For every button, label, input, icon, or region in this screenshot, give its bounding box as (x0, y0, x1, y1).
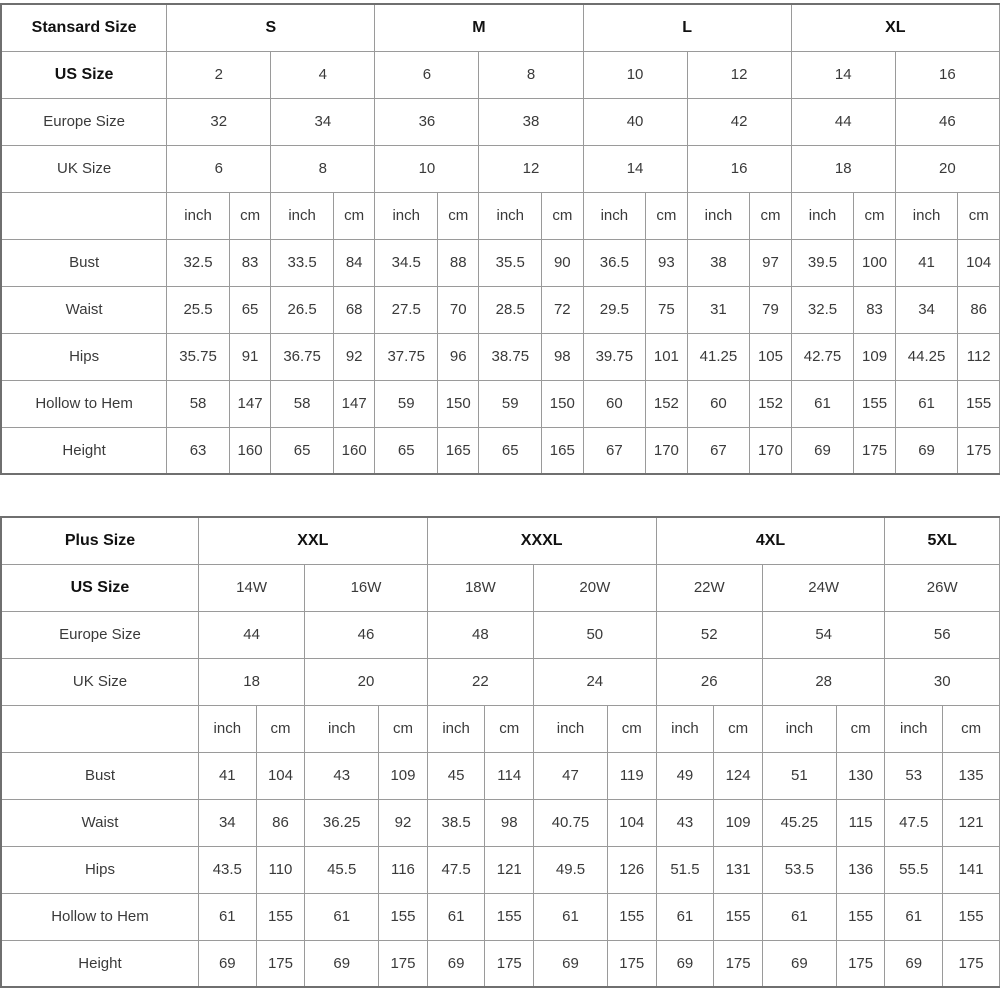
unit-label-cm: cm (607, 705, 656, 752)
us-size-value: 4 (271, 51, 375, 98)
measurement-value: 36.5 (583, 239, 646, 286)
measurement-value: 155 (714, 893, 763, 940)
measurement-value: 69 (656, 940, 714, 987)
europe-size-value: 32 (167, 98, 271, 145)
measurement-value: 41 (895, 239, 958, 286)
measurement-value: 45.25 (762, 799, 836, 846)
measurement-value: 32.5 (167, 239, 230, 286)
size-label: XXL (198, 517, 427, 564)
measurement-value: 175 (854, 427, 895, 474)
size-label: L (583, 4, 791, 51)
measurement-value: 93 (646, 239, 687, 286)
measurement-value: 155 (256, 893, 305, 940)
measurement-value: 37.75 (375, 333, 438, 380)
measurement-value: 83 (229, 239, 270, 286)
unit-label-cm: cm (646, 192, 687, 239)
measurement-row (1, 286, 1000, 333)
measurement-value: 104 (958, 239, 1000, 286)
measurement-value: 58 (271, 380, 334, 427)
us-size-value: 24W (762, 564, 885, 611)
measurement-value: 36.25 (305, 799, 379, 846)
measurement-value: 75 (646, 286, 687, 333)
measurement-value: 58 (167, 380, 230, 427)
unit-row (1, 705, 1000, 752)
measurement-value: 124 (714, 752, 763, 799)
measurement-value: 40.75 (534, 799, 608, 846)
measurement-value: 69 (885, 940, 943, 987)
us-size-value: 22W (656, 564, 762, 611)
measurement-row (1, 427, 1000, 474)
measurement-value: 61 (656, 893, 714, 940)
measurement-value: 61 (534, 893, 608, 940)
measurement-value: 25.5 (167, 286, 230, 333)
measurement-value: 61 (791, 380, 854, 427)
us-size-value: 12 (687, 51, 791, 98)
us-size-value: 16 (895, 51, 999, 98)
unit-label-inch: inch (687, 192, 750, 239)
measurement-label: Waist (1, 286, 167, 333)
measurement-value: 175 (714, 940, 763, 987)
europe-size-value: 42 (687, 98, 791, 145)
measurement-value: 98 (485, 799, 534, 846)
measurement-label: Hips (1, 333, 167, 380)
size-label: XL (791, 4, 999, 51)
measurement-value: 31 (687, 286, 750, 333)
measurement-value: 92 (379, 799, 428, 846)
unit-label-inch: inch (534, 705, 608, 752)
unit-label-inch: inch (198, 705, 256, 752)
measurement-value: 175 (836, 940, 885, 987)
measurement-value: 26.5 (271, 286, 334, 333)
size-label: 5XL (885, 517, 1000, 564)
measurement-value: 32.5 (791, 286, 854, 333)
uk-size-value: 6 (167, 145, 271, 192)
measurement-row (1, 752, 1000, 799)
measurement-value: 29.5 (583, 286, 646, 333)
measurement-value: 61 (198, 893, 256, 940)
measurement-value: 41.25 (687, 333, 750, 380)
size-label: 4XL (656, 517, 885, 564)
uk-size-value: 18 (791, 145, 895, 192)
measurement-value: 53 (885, 752, 943, 799)
measurement-value: 59 (375, 380, 438, 427)
measurement-value: 175 (485, 940, 534, 987)
unit-label-cm: cm (333, 192, 374, 239)
uk-size-value: 22 (427, 658, 533, 705)
measurement-value: 175 (943, 940, 1000, 987)
measurement-value: 27.5 (375, 286, 438, 333)
measurement-value: 155 (854, 380, 895, 427)
unit-label-cm: cm (379, 705, 428, 752)
measurement-value: 38.75 (479, 333, 542, 380)
europe-size-value: 44 (198, 611, 304, 658)
measurement-value: 175 (607, 940, 656, 987)
measurement-value: 141 (943, 846, 1000, 893)
unit-label-inch: inch (479, 192, 542, 239)
measurement-value: 112 (958, 333, 1000, 380)
measurement-value: 68 (333, 286, 374, 333)
us-size-value: 16W (305, 564, 428, 611)
measurement-value: 86 (256, 799, 305, 846)
measurement-value: 51 (762, 752, 836, 799)
unit-label-inch: inch (791, 192, 854, 239)
measurement-value: 43 (305, 752, 379, 799)
us-size-value: 18W (427, 564, 533, 611)
europe-size-label: Europe Size (1, 611, 198, 658)
measurement-value: 175 (256, 940, 305, 987)
uk-size-value: 28 (762, 658, 885, 705)
measurement-row (1, 940, 1000, 987)
measurement-value: 69 (198, 940, 256, 987)
measurement-value: 47 (534, 752, 608, 799)
europe-size-value: 46 (895, 98, 999, 145)
measurement-value: 72 (542, 286, 583, 333)
unit-label-cm: cm (229, 192, 270, 239)
measurement-value: 34 (895, 286, 958, 333)
measurement-value: 61 (427, 893, 485, 940)
measurement-value: 152 (750, 380, 791, 427)
measurement-value: 121 (485, 846, 534, 893)
measurement-value: 65 (375, 427, 438, 474)
measurement-value: 60 (687, 380, 750, 427)
unit-row-blank (1, 192, 167, 239)
us-size-row (1, 564, 1000, 611)
measurement-value: 84 (333, 239, 374, 286)
measurement-value: 147 (229, 380, 270, 427)
unit-row-blank (1, 705, 198, 752)
europe-size-value: 38 (479, 98, 583, 145)
europe-size-value: 46 (305, 611, 428, 658)
unit-label-cm: cm (750, 192, 791, 239)
measurement-value: 147 (333, 380, 374, 427)
uk-size-value: 12 (479, 145, 583, 192)
measurement-value: 155 (943, 893, 1000, 940)
measurement-value: 105 (750, 333, 791, 380)
measurement-value: 63 (167, 427, 230, 474)
measurement-value: 92 (333, 333, 374, 380)
uk-size-value: 20 (305, 658, 428, 705)
uk-size-value: 10 (375, 145, 479, 192)
uk-size-value: 20 (895, 145, 999, 192)
size-header-label: Plus Size (1, 517, 198, 564)
measurement-label: Height (1, 940, 198, 987)
measurement-value: 165 (438, 427, 479, 474)
size-header-row (1, 517, 1000, 564)
measurement-value: 65 (229, 286, 270, 333)
measurement-value: 69 (305, 940, 379, 987)
measurement-value: 136 (836, 846, 885, 893)
measurement-value: 60 (583, 380, 646, 427)
measurement-value: 61 (885, 893, 943, 940)
measurement-row (1, 893, 1000, 940)
europe-size-row (1, 611, 1000, 658)
measurement-value: 34 (198, 799, 256, 846)
measurement-value: 155 (485, 893, 534, 940)
unit-label-inch: inch (762, 705, 836, 752)
measurement-value: 69 (534, 940, 608, 987)
plus-size-table (0, 516, 1000, 988)
measurement-value: 53.5 (762, 846, 836, 893)
measurement-value: 96 (438, 333, 479, 380)
measurement-value: 110 (256, 846, 305, 893)
us-size-row (1, 51, 1000, 98)
measurement-value: 130 (836, 752, 885, 799)
measurement-value: 155 (958, 380, 1000, 427)
measurement-value: 86 (958, 286, 1000, 333)
measurement-label: Bust (1, 239, 167, 286)
measurement-value: 59 (479, 380, 542, 427)
measurement-value: 152 (646, 380, 687, 427)
measurement-value: 150 (542, 380, 583, 427)
measurement-value: 49.5 (534, 846, 608, 893)
europe-size-value: 54 (762, 611, 885, 658)
measurement-label: Hollow to Hem (1, 893, 198, 940)
measurement-label: Bust (1, 752, 198, 799)
measurement-value: 109 (379, 752, 428, 799)
uk-size-label: UK Size (1, 145, 167, 192)
unit-label-inch: inch (271, 192, 334, 239)
measurement-value: 70 (438, 286, 479, 333)
unit-label-cm: cm (854, 192, 895, 239)
europe-size-label: Europe Size (1, 98, 167, 145)
measurement-value: 104 (607, 799, 656, 846)
size-header-label: Stansard Size (1, 4, 167, 51)
measurement-value: 35.5 (479, 239, 542, 286)
measurement-row (1, 380, 1000, 427)
us-size-value: 14W (198, 564, 304, 611)
measurement-row (1, 846, 1000, 893)
unit-label-cm: cm (714, 705, 763, 752)
us-size-value: 10 (583, 51, 687, 98)
measurement-value: 67 (583, 427, 646, 474)
size-label: M (375, 4, 583, 51)
measurement-value: 170 (750, 427, 791, 474)
us-size-label: US Size (1, 51, 167, 98)
measurement-value: 28.5 (479, 286, 542, 333)
measurement-value: 38 (687, 239, 750, 286)
unit-row (1, 192, 1000, 239)
measurement-value: 69 (895, 427, 958, 474)
europe-size-value: 44 (791, 98, 895, 145)
measurement-value: 61 (762, 893, 836, 940)
unit-label-inch: inch (656, 705, 714, 752)
size-label: S (167, 4, 375, 51)
measurement-label: Waist (1, 799, 198, 846)
measurement-value: 69 (762, 940, 836, 987)
measurement-value: 170 (646, 427, 687, 474)
measurement-label: Hips (1, 846, 198, 893)
measurement-value: 39.5 (791, 239, 854, 286)
standard-size-table (0, 3, 1000, 475)
measurement-value: 160 (229, 427, 270, 474)
measurement-value: 175 (379, 940, 428, 987)
measurement-row (1, 333, 1000, 380)
measurement-value: 51.5 (656, 846, 714, 893)
size-label: XXXL (427, 517, 656, 564)
us-size-value: 20W (534, 564, 657, 611)
europe-size-value: 36 (375, 98, 479, 145)
measurement-value: 44.25 (895, 333, 958, 380)
unit-label-cm: cm (438, 192, 479, 239)
measurement-row (1, 799, 1000, 846)
uk-size-value: 18 (198, 658, 304, 705)
uk-size-value: 24 (534, 658, 657, 705)
measurement-value: 55.5 (885, 846, 943, 893)
measurement-value: 91 (229, 333, 270, 380)
measurement-value: 42.75 (791, 333, 854, 380)
measurement-value: 135 (943, 752, 1000, 799)
uk-size-value: 26 (656, 658, 762, 705)
measurement-value: 45 (427, 752, 485, 799)
measurement-value: 39.75 (583, 333, 646, 380)
measurement-value: 35.75 (167, 333, 230, 380)
europe-size-value: 40 (583, 98, 687, 145)
measurement-value: 160 (333, 427, 374, 474)
measurement-value: 119 (607, 752, 656, 799)
us-size-value: 6 (375, 51, 479, 98)
uk-size-label: UK Size (1, 658, 198, 705)
measurement-value: 115 (836, 799, 885, 846)
uk-size-value: 8 (271, 145, 375, 192)
measurement-value: 155 (379, 893, 428, 940)
us-size-value: 8 (479, 51, 583, 98)
measurement-value: 104 (256, 752, 305, 799)
measurement-value: 114 (485, 752, 534, 799)
measurement-value: 109 (714, 799, 763, 846)
unit-label-cm: cm (485, 705, 534, 752)
measurement-label: Hollow to Hem (1, 380, 167, 427)
europe-size-value: 50 (534, 611, 657, 658)
unit-label-inch: inch (427, 705, 485, 752)
measurement-value: 121 (943, 799, 1000, 846)
measurement-value: 43 (656, 799, 714, 846)
uk-size-row (1, 145, 1000, 192)
unit-label-inch: inch (583, 192, 646, 239)
uk-size-row (1, 658, 1000, 705)
measurement-value: 69 (791, 427, 854, 474)
measurement-value: 116 (379, 846, 428, 893)
measurement-value: 165 (542, 427, 583, 474)
europe-size-row (1, 98, 1000, 145)
uk-size-value: 16 (687, 145, 791, 192)
measurement-value: 109 (854, 333, 895, 380)
measurement-value: 41 (198, 752, 256, 799)
europe-size-value: 34 (271, 98, 375, 145)
measurement-label: Height (1, 427, 167, 474)
europe-size-value: 52 (656, 611, 762, 658)
measurement-value: 61 (895, 380, 958, 427)
size-header-row (1, 4, 1000, 51)
measurement-value: 175 (958, 427, 1000, 474)
measurement-value: 79 (750, 286, 791, 333)
us-size-value: 26W (885, 564, 1000, 611)
measurement-value: 65 (271, 427, 334, 474)
measurement-value: 43.5 (198, 846, 256, 893)
uk-size-value: 30 (885, 658, 1000, 705)
measurement-value: 155 (607, 893, 656, 940)
measurement-value: 100 (854, 239, 895, 286)
measurement-value: 33.5 (271, 239, 334, 286)
us-size-label: US Size (1, 564, 198, 611)
measurement-value: 150 (438, 380, 479, 427)
europe-size-value: 56 (885, 611, 1000, 658)
unit-label-inch: inch (305, 705, 379, 752)
measurement-value: 90 (542, 239, 583, 286)
unit-label-cm: cm (836, 705, 885, 752)
measurement-value: 88 (438, 239, 479, 286)
measurement-value: 47.5 (885, 799, 943, 846)
measurement-row (1, 239, 1000, 286)
measurement-value: 131 (714, 846, 763, 893)
unit-label-cm: cm (943, 705, 1000, 752)
measurement-value: 49 (656, 752, 714, 799)
measurement-value: 69 (427, 940, 485, 987)
uk-size-value: 14 (583, 145, 687, 192)
unit-label-cm: cm (256, 705, 305, 752)
measurement-value: 98 (542, 333, 583, 380)
measurement-value: 155 (836, 893, 885, 940)
measurement-value: 67 (687, 427, 750, 474)
measurement-value: 45.5 (305, 846, 379, 893)
unit-label-inch: inch (895, 192, 958, 239)
unit-label-inch: inch (375, 192, 438, 239)
measurement-value: 101 (646, 333, 687, 380)
measurement-value: 47.5 (427, 846, 485, 893)
measurement-value: 65 (479, 427, 542, 474)
measurement-value: 61 (305, 893, 379, 940)
measurement-value: 126 (607, 846, 656, 893)
europe-size-value: 48 (427, 611, 533, 658)
measurement-value: 34.5 (375, 239, 438, 286)
us-size-value: 14 (791, 51, 895, 98)
measurement-value: 36.75 (271, 333, 334, 380)
unit-label-inch: inch (167, 192, 230, 239)
measurement-value: 38.5 (427, 799, 485, 846)
us-size-value: 2 (167, 51, 271, 98)
measurement-value: 97 (750, 239, 791, 286)
unit-label-cm: cm (958, 192, 1000, 239)
measurement-value: 83 (854, 286, 895, 333)
unit-label-cm: cm (542, 192, 583, 239)
unit-label-inch: inch (885, 705, 943, 752)
